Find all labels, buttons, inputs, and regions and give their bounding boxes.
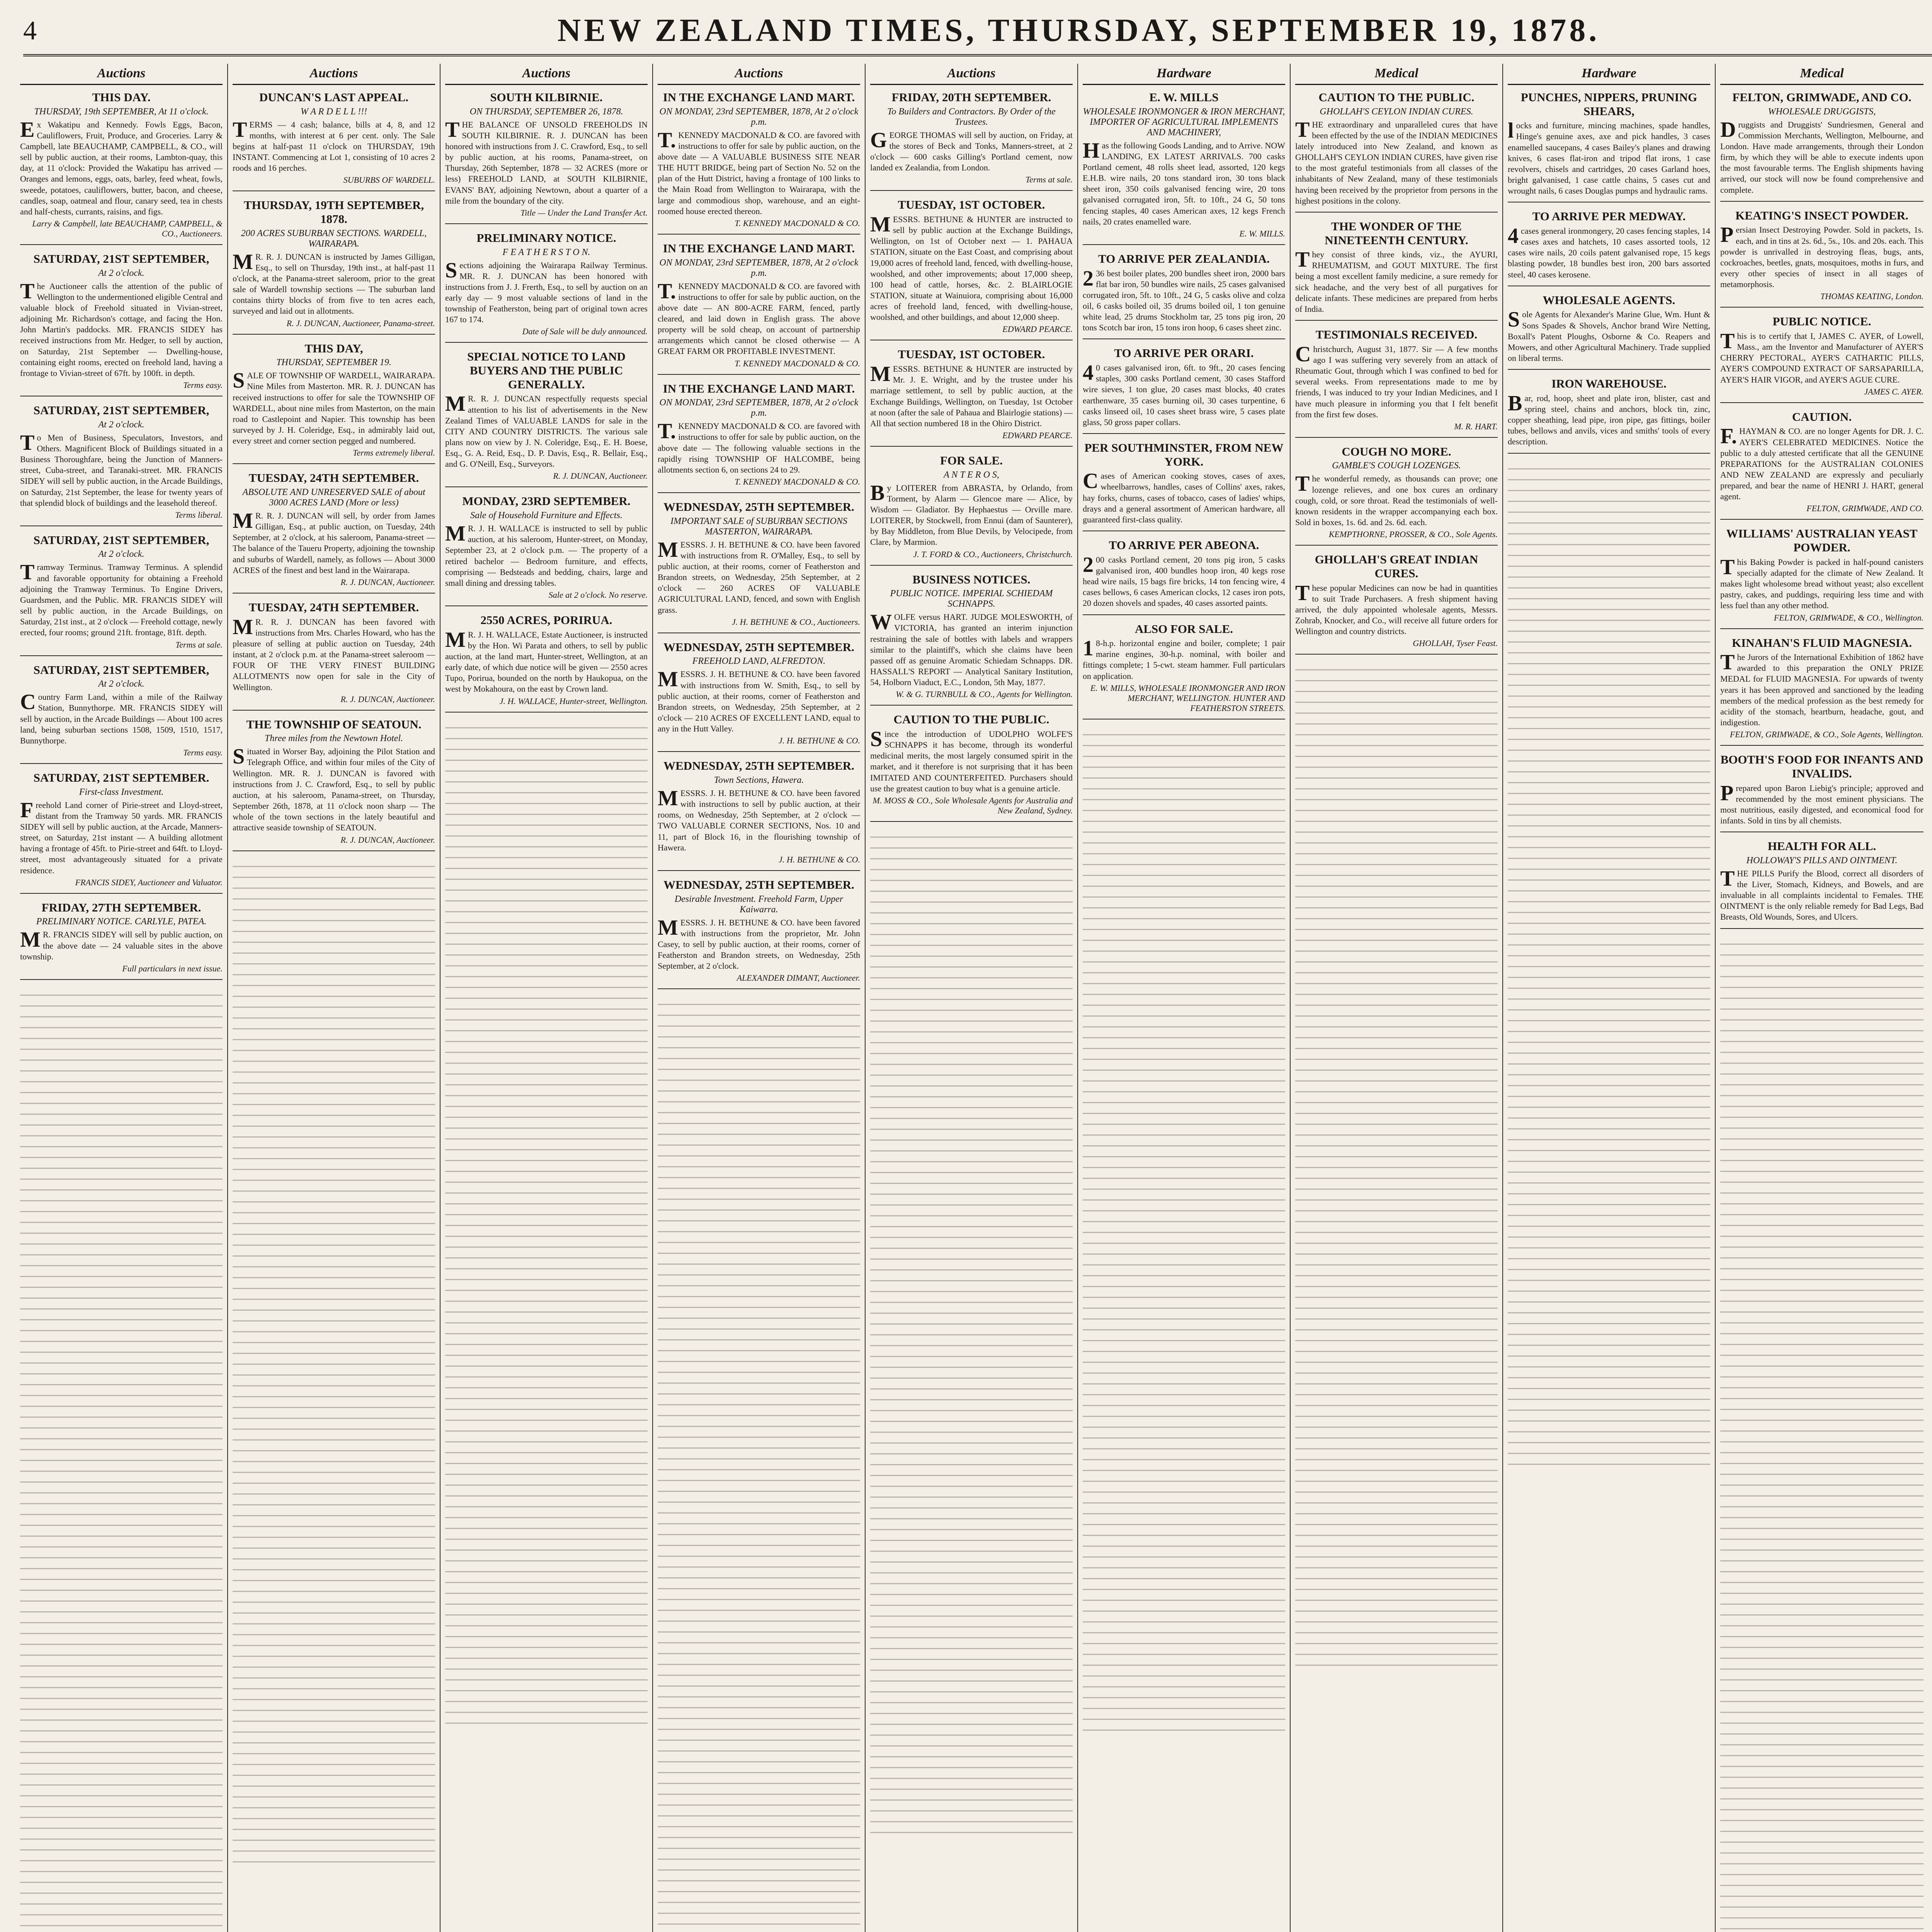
ad-headline: WEDNESDAY, 25TH SEPTEMBER. (663, 878, 854, 891)
ad-headline: FELTON, GRIMWADE, AND CO. (1732, 90, 1912, 104)
ad-headline: TUESDAY, 24TH SEPTEMBER. (248, 471, 419, 485)
ad-headline: TO ARRIVE PER ZEALANDIA. (1098, 252, 1270, 265)
ad-body-text: TERMS — 4 cash; balance, bills at 4, 8, and 12 months, with interest at 6 per cent. only. The Sale begins at half-past 11 o'clock on THURSDAY, 19th INSTANT. Commencing at Lot 1, consisting of 10 acres 2 roods and 16 perches. (233, 117, 435, 173)
ad-headline: IRON WAREHOUSE. (1551, 377, 1667, 391)
column-heading: Auctions (20, 64, 223, 85)
ad-body-text: The Auctioneer calls the attention of the public of Wellington to the undermentioned eligible Central and valuable block of Freehold situated in Vivian-street, adjoining Mr. Richardson's cottage, and facing the Hon. John Martin's paddocks. MR. FRANCIS SIDEY has received instructions from Mr. Hedger, to sell by auction, on Saturday, 21st September — Dwelling-house, containing eight rooms, erected on freehold land, having a frontage to Vivian-street of 67ft. by 100ft. in depth. (20, 279, 223, 378)
fine-print-block (20, 987, 223, 1932)
ad-signature: E. W. MILLS. (1239, 228, 1285, 238)
advertisement (1083, 622, 1285, 719)
advertisement (1720, 839, 1923, 929)
ad-subheading: At 2 o'clock. (98, 549, 145, 560)
ad-body-text: 18-h.p. horizontal engine and boiler, complete; 1 pair marine engines, 30-h.p. nominal, with boiler and fittings complete; 1 5-cwt. steam hammer. Full particulars on application. (1083, 636, 1285, 681)
ad-headline: TUESDAY, 1ST OCTOBER. (898, 198, 1045, 212)
ad-subheading: WHOLESALE IRONMONGER & IRON MERCHANT, IMPORTER OF AGRICULTURAL IMPLEMENTS AND MACHINERY, (1083, 106, 1285, 138)
ad-signature: Terms at sale. (175, 639, 223, 650)
ad-subheading: Three miles from the Newtown Hotel. (264, 733, 403, 744)
ad-subheading: W A R D E L L !!! (300, 106, 367, 117)
advertisement (658, 90, 860, 235)
ad-body-text: T.KENNEDY MACDONALD & CO. are favored with instructions to offer for sale by public auction, on the above date — A VALUABLE BUSINESS SITE NEAR THE HUTT BRIDGE, being part of Section No. 52 on the plan of the Hutt District, having a frontage of 100 links to the Main Road from Wellington to Wairarapa, with the large and commodious shop, warehouse, and an eight-roomed house erected thereon. (658, 128, 860, 216)
ad-subheading: At 2 o'clock. (98, 268, 145, 278)
advertisement (870, 90, 1073, 191)
ad-body-text: MR. FRANCIS SIDEY will sell by public auction, on the above date — 24 valuable sites in the above township. (20, 928, 223, 961)
ad-headline: MONDAY, 23RD SEPTEMBER. (462, 494, 631, 508)
ad-signature: SUBURBS OF WARDELL. (343, 175, 435, 185)
newspaper-title: NEW ZEALAND TIMES, THURSDAY, SEPTEMBER 19, 1878. (557, 12, 1600, 48)
ad-signature: Full particulars in next issue. (122, 963, 223, 973)
ad-headline: TO ARRIVE PER ABEONA. (1109, 538, 1259, 552)
ad-body-text: F.HAYMAN & CO. are no longer Agents for DR. J. C. AYER'S CELEBRATED MEDICINES. Notice the public to a duly attested certificate that all the GENUINE PREPARATIONS for the AUSTRALIAN COLONIES AND NEW ZEALAND are expressly and peculiarly prepared, and bear the name of HENRI J. HART, general agent. (1720, 424, 1923, 502)
ad-headline: FRIDAY, 20TH SEPTEMBER. (891, 90, 1051, 104)
ad-signature: Title — Under the Land Transfer Act. (520, 207, 648, 218)
column-heading: Auctions (870, 64, 1073, 85)
ad-subheading: Desirable Investment. Freehold Farm, Upper Kaiwarra. (674, 894, 844, 915)
advertisement (445, 90, 648, 224)
fine-print-block (1508, 461, 1710, 1465)
ad-signature: Terms extremely liberal. (353, 448, 435, 458)
ad-headline: THE TOWNSHIP OF SEATOUN. (246, 717, 422, 731)
ad-signature: T. KENNEDY MACDONALD & CO. (735, 358, 860, 368)
advertisement (1508, 293, 1710, 370)
ad-body-text: Bar, rod, hoop, sheet and plate iron, blister, cast and spring steel, chains and anchors, block tin, zinc, copper sheathing, lead pipe, iron pipe, gas fittings, boiler tubes, bellows and anvils, vices and smiths' tools of every description. (1508, 391, 1710, 447)
ad-subheading: A N T E R O S, (944, 469, 999, 480)
ad-body-text: MESSRS. BETHUNE & HUNTER are instructed to sell by public auction at the Exchange Buildings, Wellington, on 1st of October next — 1. PAHAUA STATION, situate on the East Coast, and comprising about 19,000 acres of freehold land, fenced, with dwelling-house, woolshed, and other improvements; about 17,000 sheep, 100 head of cattle, horses, &c. 2. BLAIRLOGIE STATION, situate at Wainuiora, comprising about 16,000 acres of freehold land, fenced, with dwelling-house, woolshed, and other buildings, and about 12,000 sheep. (870, 212, 1073, 322)
ad-body-text: MESSRS. J. H. BETHUNE & CO. have been favored with instructions from W. Smith, Esq., to sell by public auction, at their rooms, corner of Featherston and Brandon streets, on Wednesday, 25th September, at 2 o'clock — 210 ACRES OF EXCELLENT LAND, equal to any in the Hutt Valley. (658, 667, 860, 734)
advertisement (233, 600, 435, 711)
ad-headline: FRIDAY, 27TH SEPTEMBER. (41, 900, 201, 914)
ad-signature: J. H. BETHUNE & CO. (779, 854, 860, 864)
advertisement (1720, 209, 1923, 308)
ad-headline: SATURDAY, 21ST SEPTEMBER, (33, 252, 209, 266)
ad-body-text: THE BALANCE OF UNSOLD FREEHOLDS IN SOUTH KILBIRNIE. R. J. DUNCAN has been honored with instructions from J. C. Crawford, Esq., to sell by public auction, at his rooms, Panama-street, on Thursday, 26th September, 1878 — 32 ACRES (more or less) FREEHOLD LAND, at SOUTH KILBIRNIE, EVANS' BAY, adjoining Newtown, about a quarter of a mile from the boundary of the city. (445, 117, 648, 206)
ad-body-text: MESSRS. BETHUNE & HUNTER are instructed by Mr. J. E. Wright, and by the trustee under his marriage settlement, to sell by public auction, at the Exchange Buildings, Wellington, on Tuesday, 1st October at noon (after the sale of Pahaua and Blairlogie stations) — All that section numbered 18 in the Ohiro District. (870, 362, 1073, 428)
ad-signature: Terms at sale. (1025, 175, 1073, 185)
ad-headline: SATURDAY, 21ST SEPTEMBER, (33, 663, 209, 677)
advertisement (445, 494, 648, 606)
ad-signature: Terms liberal. (175, 510, 223, 520)
ad-subheading: First-class Investment. (79, 787, 164, 797)
ad-signature: W. & G. TURNBULL & CO., Agents for Wellington. (896, 689, 1073, 699)
ad-signature: R. J. DUNCAN, Auctioneer. (340, 694, 435, 704)
ad-body-text: MR. R. J. DUNCAN will sell, by order from James Gilligan, Esq., at public auction, on Tuesday, 24th September, at 2 o'clock, at his saleroom, Panama-street — The balance of the Taueru Property, adjoining the township and suburbs of Wardell, namely, as follows — About 3000 ACRES of the finest and best land in the Wairarapa. (233, 509, 435, 575)
ad-subheading: IMPORTANT SALE of SUBURBAN SECTIONS MASTERTON, WAIRARAPA. (670, 516, 847, 537)
ad-headline: CAUTION TO THE PUBLIC. (893, 713, 1049, 726)
ad-subheading: PRELIMINARY NOTICE. CARLYLE, PATEA. (36, 917, 207, 927)
advertisement (1720, 527, 1923, 629)
ad-signature: EDWARD PEARCE. (1002, 430, 1073, 440)
ad-headline: SATURDAY, 21ST SEPTEMBER, (33, 533, 209, 547)
advertisement (1083, 538, 1285, 615)
ad-body-text: The wonderful remedy, as thousands can prove; one lozenge relieves, and one box cures an ordinary cough, cold, or sore throat. Read the testimonials of well-known residents in the wrapper accompanying each box. Sold in boxes, 1s. 6d. and 2s. 6d. each. (1295, 472, 1498, 527)
ad-subheading: 200 ACRES SUBURBAN SECTIONS. WARDELL, WAIRARAPA. (241, 228, 427, 249)
ad-body-text: THE PILLS Purify the Blood, correct all disorders of the Liver, Stomach, Kidneys, and Bowels, and are invaluable in all complaints incidental to Females. THE OINTMENT is the only reliable remedy for Bad Legs, Bad Breasts, Old Wounds, Sores, and Ulcers. (1720, 866, 1923, 922)
fine-print-block (445, 719, 648, 1724)
ad-signature: E. W. MILLS, WHOLESALE IRONMONGER AND IRON MERCHANT, WELLINGTON. HUNTER AND FEATHERSTON STREETS. (1090, 683, 1285, 713)
ad-subheading: FREEHOLD LAND, ALFREDTON. (692, 656, 826, 667)
ad-body-text: T.KENNEDY MACDONALD & CO. are favored with instructions to offer for sale by public auction, on the above date — AN 800-ACRE FARM, fenced, partly cleared, and laid down in English grass. The above property will be sold cheap, on account of partnership arrangements which cannot be closed otherwise — A GREAT FARM OR PROFITABLE INVESTMENT. (658, 279, 860, 356)
advertisement (1295, 90, 1498, 213)
ad-headline: WHOLESALE AGENTS. (1543, 293, 1675, 307)
ad-headline: SATURDAY, 21ST SEPTEMBER. (33, 770, 209, 784)
ad-body-text: GEORGE THOMAS will sell by auction, on Friday, at the stores of Beck and Tonks, Manners-street, at 2 o'clock — 600 casks Gilling's Portland cement, now landed ex Zealandia, from London. (870, 128, 1073, 173)
advertisement (870, 573, 1073, 706)
ad-body-text: WOLFE versus HART. JUDGE MOLESWORTH, of VICTORIA, has granted an interim injunction restraining the sale of bottles with labels and wrappers similar to the plaintiff's, which she claims have been passed off as genuine Aromatic Schiedam Schnapps. DR. HASSALL'S REPORT — Analytical Sanitary Institution, 54, Holborn Viaduct, E.C., London, 5th May, 1877. (870, 610, 1073, 687)
ad-headline: HEALTH FOR ALL. (1767, 839, 1876, 853)
ad-signature: R. J. DUNCAN, Auctioneer, Panama-street. (286, 318, 435, 328)
advertisement (1720, 753, 1923, 832)
ad-headline: KINAHAN'S FLUID MAGNESIA. (1732, 636, 1912, 650)
ad-subheading: F E A T H E R S T O N. (502, 247, 590, 257)
ad-signature: Terms easy. (183, 380, 223, 390)
ad-signature: Terms easy. (183, 747, 223, 757)
advertisement (658, 759, 860, 871)
column-6 (1078, 64, 1291, 1932)
ad-headline: TO ARRIVE PER MEDWAY. (1532, 209, 1686, 223)
ad-headline: E. W. MILLS (1149, 90, 1219, 104)
ad-body-text: MR. R. J. DUNCAN respectfully requests special attention to his list of advertisements in the New Zealand Times of VALUABLE LANDS for sale in the CITY AND COUNTRY DISTRICTS. The various sale plans now on view by J. N. Coleridge, Esq., E. H. Boese, Esq., G. A. Reid, Esq., D. P. Davis, Esq., R. Bellair, Esq., and G. O'Neill, Esq., Surveyors. (445, 392, 648, 469)
ad-headline: SOUTH KILBIRNIE. (490, 90, 603, 104)
ad-headline: CAUTION TO THE PUBLIC. (1318, 90, 1475, 104)
ad-subheading: ON THURSDAY, SEPTEMBER 26, 1878. (469, 106, 623, 117)
ad-headline: 2550 ACRES, PORIRUA. (480, 613, 612, 627)
column-heading: Medical (1295, 64, 1498, 85)
ad-body-text: MESSRS. J. H. BETHUNE & CO. have been favored with instructions from the proprietor, Mr. John Casey, to sell by public auction, at their rooms, corner of Featherston and Brandon streets, on Wednesday, 25th September, at 2 o'clock. (658, 915, 860, 971)
ad-headline: KEATING'S INSECT POWDER. (1735, 208, 1908, 222)
ad-subheading: ON MONDAY, 23rd SEPTEMBER, 1878, At 2 o'clock p.m. (659, 257, 859, 278)
fine-print-block (658, 996, 860, 1932)
advertisement (20, 771, 223, 894)
ad-body-text: Situated in Worser Bay, adjoining the Pilot Station and Telegraph Office, and within four miles of the City of Wellington. MR. R. J. DUNCAN is favored with instructions from J. C. Crawford, Esq., to sell by public auction, at his saleroom, Panama-street, on Thursday, September 26th, 1878, at 11 o'clock noon sharp — The whole of the town sections in the lately beautiful and attractive seaside township of SEATOUN. (233, 745, 435, 833)
ad-signature: FELTON, GRIMWADE, AND CO. (1806, 503, 1923, 514)
ad-body-text: Ex Wakatipu and Kennedy. Fowls Eggs, Bacon, Cauliflowers, Fruit, Produce, and Groceries. Larry & Campbell, late BEAUCHAMP, CAMPBELL, & CO., will sell by public auction, at their rooms, Lambton-quay, this day, at 11 o'clock: Provided the Wakatipu has arrived — Oranges and lemons, eggs, oats, barley, feed wheat, fowls, sweede, potatoes, cauliflowers, butter, bacon, and cheese, candles, soap, oatmeal and flour, canary seed, tea in chests and half-chests, currants, raisins, and figs. (20, 117, 223, 216)
ad-headline: WEDNESDAY, 25TH SEPTEMBER. (663, 759, 854, 773)
ad-body-text: Country Farm Land, within a mile of the Railway Station, Bunnythorpe. MR. FRANCIS SIDEY will sell by auction, in the Arcade Buildings — About 100 acres land, being suburban sections 1508, 1509, 1510, 1517, Bunnythorpe. (20, 690, 223, 745)
fine-print-block (1720, 936, 1923, 1932)
ad-body-text: To Men of Business, Speculators, Investors, and Others. Magnificent Block of Buildings situated in a Business Thoroughfare, being the Junction of Manners-street, Cuba-street, and Taranaki-street. MR. FRANCIS SIDEY will sell by public auction, in the Arcade Buildings, on Saturday, 21st September, the lease for twenty years of that splendid block of buildings and the leasehold thereof. (20, 430, 223, 508)
advertisement (20, 90, 223, 245)
ad-body-text: MR. R. J. DUNCAN has been favored with instructions from Mrs. Charles Howard, who has the pleasure of selling at public auction on Tuesday, 24th instant, at 2 o'clock p.m. at the Panama-street saleroom — FOUR OF THE VERY FINEST BUILDING ALLOTMENTS now open for sale in the City of Wellington. (233, 615, 435, 692)
advertisement (20, 663, 223, 764)
ad-signature: Larry & Campbell, late BEAUCHAMP, CAMPBELL, & CO., Auctioneers. (32, 219, 223, 239)
ad-headline: IN THE EXCHANGE LAND MART. (663, 381, 855, 395)
advertisement (1720, 315, 1923, 403)
ad-body-text: This is to certify that I, JAMES C. AYER, of Lowell, Mass., am the Inventor and Manufacturer of AYER'S CHERRY PECTORAL, AYER'S CATHARTIC PILLS, AYER'S COMPOUND EXTRACT OF SARSAPARILLA, AYER'S HAIR VIGOR, and AYER'S AGUE CURE. (1720, 329, 1923, 384)
ad-signature: J. H. BETHUNE & CO. (779, 736, 860, 746)
fine-print-block (1295, 662, 1498, 1666)
ad-subheading: THURSDAY, 19th SEPTEMBER, At 11 o'clock. (34, 106, 209, 117)
masthead (0, 0, 1932, 58)
advertisement (1083, 90, 1285, 245)
advertisement (870, 454, 1073, 566)
fine-print-block (233, 858, 435, 1863)
ad-subheading: GAMBLE'S COUGH LOZENGES. (1332, 461, 1461, 471)
ad-subheading: At 2 o'clock. (98, 679, 145, 689)
column-heading: Medical (1720, 64, 1923, 85)
advertisement (1083, 252, 1285, 340)
ad-body-text: 40 cases galvanised iron, 6ft. to 9ft., 20 cases fencing staples, 300 casks Portland cement, 30 cases Stafford wire sieves, 1 ton glue, 20 cases mast blocks, 40 crates earthenware, 35 cases burning oil, 30 cases turpentine, 6 casks linseed oil, 10 cases sheet brass wire, 5 cases plate glass, 50 gross paper collars. (1083, 361, 1285, 427)
ad-signature: T. KENNEDY MACDONALD & CO. (735, 477, 860, 487)
ad-headline: DUNCAN'S LAST APPEAL. (259, 90, 409, 104)
ad-signature: T. KENNEDY MACDONALD & CO. (735, 218, 860, 228)
column-heading: Auctions (445, 64, 648, 85)
ad-subheading: ON MONDAY, 23rd SEPTEMBER, 1878, At 2 o'clock p.m. (659, 398, 859, 418)
ad-signature: R. J. DUNCAN, Auctioneer. (340, 835, 435, 845)
ad-subheading: At 2 o'clock. (98, 419, 145, 430)
advertisement (445, 350, 648, 487)
ad-body-text: MR. J. H. WALLACE is instructed to sell by public auction, at his saleroom, Hunter-street, on Monday, September 23, at 2 o'clock p.m. — The property of a retired bachelor — Bedroom furniture, and effects, comprising — Bedsteads and bedding, chairs, large and small dining and dressing tables. (445, 522, 648, 588)
ad-body-text: By LOITERER from ABRASTA, by Orlando, from Torment, by Alarm — Glencoe mare — Alice, by Wisdom — Gladiator. By Hephaestus — Orville mare. LOITERER, by Stockwell, from Ennui (dam of Saunterer), by Bay Middleton, from Blue Devils, by Velocipede, from Clare, by Marmion. (870, 481, 1073, 547)
ad-headline: PUNCHES, NIPPERS, PRUNING SHEARS, (1520, 90, 1697, 118)
ad-signature: FELTON, GRIMWADE, & CO., Wellington. (1774, 612, 1923, 622)
ad-subheading: THURSDAY, SEPTEMBER 19. (276, 357, 391, 368)
ad-signature: FRANCIS SIDEY, Auctioneer and Valuator. (75, 877, 223, 887)
advertisement (233, 90, 435, 191)
ad-headline: WEDNESDAY, 25TH SEPTEMBER. (663, 500, 854, 514)
advertisement (1720, 90, 1923, 202)
ad-body-text: SALE OF TOWNSHIP OF WARDELL, WAIRARAPA. Nine Miles from Masterton. MR. R. J. DUNCAN has received instructions to offer for sale the TOWNSHIP OF WARDELL, about nine miles from Masterton, on the main road to Castlepoint and Napier. This township has been surveyed by J. H. Coleridge, Esq., in admirably laid out, every street and corner section pegged and numbered. (233, 369, 435, 446)
ad-body-text: They consist of three kinds, viz., the AYURI, RHEUMATISM, and GOUT MIXTURE. The first being a most excellent family medicine, a sure remedy for sick headache, and the very best of all purgatives for delicate infants. These medicines are prepared from herbs of India. (1295, 248, 1498, 314)
column-2 (228, 64, 440, 1932)
ad-body-text: 4cases general ironmongery, 20 cases fencing staples, 14 cases axes and hatchets, 10 cases assorted tools, 12 cases wire nails, 20 coils patent galvanised rope, 15 kegs blasting powder, 18 bundles best iron, 200 bars assorted steel, 40 cases kerosene. (1508, 224, 1710, 279)
ad-headline: ALSO FOR SALE. (1134, 622, 1233, 636)
advertisement (233, 718, 435, 851)
ad-subheading: PUBLIC NOTICE. IMPERIAL SCHIEDAM SCHNAPPS. (890, 588, 1053, 609)
ad-subheading: HOLLOWAY'S PILLS AND OINTMENT. (1746, 855, 1898, 866)
ad-body-text: locks and furniture, mincing machines, spade handles, Hinge's genuine axes, axe and pick handles, 3 cases enamelled saucepans, 4 cases Bailey's planes and drawing knives, 6 cases flat-iron and tripod flat irons, 1 case revolvers, chisels and cartridges, 20 cases Garland hoes, bright galvanised, 1 case cattle chains, 5 cases cut and wrought nails, 6 cases Douglas pumps and hydraulic rams. (1508, 119, 1710, 196)
advertisement (870, 347, 1073, 447)
advertisement (1295, 553, 1498, 655)
ad-body-text: 200 casks Portland cement, 20 tons pig iron, 5 casks galvanised iron, 400 bundles hoop iron, 40 kegs rose head wire nails, 15 bags fire bricks, 14 ton fencing wire, 4 cases bellows, 6 cases American clocks, 12 cases iron pots, 20 dozen shovels and spades, 40 cases assorted paints. (1083, 553, 1285, 608)
advertisement (233, 471, 435, 594)
column-5 (866, 64, 1078, 1932)
advertisement (658, 640, 860, 752)
ad-signature: ALEXANDER DIMANT, Auctioneer. (736, 973, 860, 983)
column-7 (1291, 64, 1503, 1932)
ad-body-text: 236 best boiler plates, 200 bundles sheet iron, 2000 bars flat bar iron, 50 bundles wire nails, 25 cases galvanised corrugated iron, 5ft. to 10ft., 24 G, 5 casks olive and colza oil, 6 casks boiled oil, 35 drums boiled oil, 1 ton genuine white lead, 25 drums Stockholm tar, 25 tons pig iron, 20 tons Scotch bar iron, 15 tons iron hoop, 6 cases sheet zinc. (1083, 266, 1285, 333)
ad-body-text: Christchurch, August 31, 1877. Sir — A few months ago I was suffering very severely from an attack of Rheumatic Gout, through which I was confined to bed for several weeks. From representations made to me by friends, I was induced to try your Indian Medicines, and I have much pleasure in informing you that I felt benefit from the first few doses. (1295, 342, 1498, 419)
ad-headline: IN THE EXCHANGE LAND MART. (663, 241, 855, 255)
advertisement (1295, 219, 1498, 321)
fine-print-block (870, 829, 1073, 1833)
column-3 (440, 64, 653, 1932)
advertisement (20, 533, 223, 656)
ad-signature: GHOLLAH, Tyser Feast. (1413, 638, 1498, 648)
advertisement (1295, 328, 1498, 438)
advertisement (1295, 445, 1498, 546)
column-heading: Auctions (658, 64, 860, 85)
ad-headline: IN THE EXCHANGE LAND MART. (663, 90, 855, 104)
ad-body-text: This Baking Powder is packed in half-pound canisters specially adapted for the climate of New Zealand. It makes light wholesome bread without yeast; also excellent pastry, cakes, and puddings, requiring less time and with less fuel than any other method. (1720, 555, 1923, 611)
ad-signature: R. J. DUNCAN, Auctioneer. (340, 577, 435, 587)
ad-body-text: MESSRS. J. H. BETHUNE & CO. have been favored with instructions to sell by public auction, at their rooms, on Wednesday, 25th September, at 2 o'clock — TWO VALUABLE CORNER SECTIONS, Nos. 10 and 11, part of Block 16, in the flourishing township of Hawera. (658, 786, 860, 852)
ad-headline: THIS DAY. (92, 90, 151, 104)
ad-body-text: The Jurors of the International Exhibition of 1862 have awarded to this preparation the ONLY PRIZE MEDAL for FLUID MAGNESIA. For upwards of twenty years it has been approved and sanctioned by the leading members of the medical profession as the best remedy for acidity of the stomach, heartburn, headache, gout, and indigestion. (1720, 650, 1923, 728)
ad-body-text: Cases of American cooking stoves, cases of axes, wheelbarrows, handles, cases of Collins' axes, rakes, hay forks, churns, cases of tobacco, cases of ladies' whips, drays and a general assortment of American hardware, all guaranteed first-class quality. (1083, 469, 1285, 524)
ad-subheading: Town Sections, Hawera. (714, 775, 804, 785)
advertisement (1720, 636, 1923, 746)
ad-signature: J. T. FORD & CO., Auctioneers, Christchurch. (913, 549, 1073, 559)
advertisement (1083, 441, 1285, 531)
ad-body-text: Since the introduction of UDOLPHO WOLFE'S SCHNAPPS it has become, through its wonderful medicinal merits, the most largely consumed spirit in the market, and it therefore is not surprising that it has been IMITATED AND COUNTERFEITED. Purchasers should use the greatest caution to buy what is a genuine article. (870, 727, 1073, 793)
ad-headline: BUSINESS NOTICES. (912, 572, 1031, 586)
ad-headline: SPECIAL NOTICE TO LAND BUYERS AND THE PUBLIC GENERALLY. (467, 350, 626, 391)
advertisement (445, 231, 648, 343)
ad-headline: BOOTH'S FOOD FOR INFANTS AND INVALIDS. (1720, 753, 1923, 780)
ad-body-text: Tramway Terminus. Tramway Terminus. A splendid and favorable opportunity for obtaining a Freehold adjoining the Tramway Terminus. To Engine Drivers, Guardsmen, and the Public. MR. FRANCIS SIDEY will sell by public auction, in the Arcade Buildings, on Saturday, 21st inst., at 2 o'clock — Freehold cottage, newly erected, four rooms; ground 21ft. frontage, 81ft. depth. (20, 560, 223, 638)
ad-signature: J. H. WALLACE, Hunter-street, Wellington. (499, 696, 648, 706)
ad-body-text: Freehold Land corner of Pirie-street and Lloyd-street, distant from the Tramway 50 yards. MR. FRANCIS SIDEY will sell by public auction, at the Arcade, Manners-street, on Saturday, 21st instant — A building allotment having a frontage of 45ft. to Pirie-street and 64ft. to Lloyd-street, most advantageously situated for a private residence. (20, 798, 223, 875)
ad-body-text: Sole Agents for Alexander's Marine Glue, Wm. Hunt & Sons Spades & Shovels, Anchor brand Wire Netting, Boxall's Patent Ploughs, Osborne & Co. Reapers and Mowers, and other Agricultural Machinery. Trade supplied on liberal terms. (1508, 308, 1710, 363)
fine-print-block (1083, 726, 1285, 1731)
ad-body-text: Has the following Goods Landing, and to Arrive. NOW LANDING, EX LATEST ARRIVALS. 700 casks Portland cement, 48 rolls sheet lead, assorted, 120 kegs E.H.B. wire nails, 20 tons standard iron, 30 tons black sheet iron, 350 coils galvanised fencing wire, 20 tons galvanised corrugated iron, 5ft. to 10ft., 24 G, 50 tons fencing staples, 40 cases American axes, 12 kegs French nails, 20 crates enamelled ware. (1083, 138, 1285, 226)
ad-body-text: MESSRS. J. H. BETHUNE & CO. have been favored with instructions from R. O'Malley, Esq., to sell by public auction, at their rooms, corner of Featherston and Brandon streets, on Wednesday, 25th September, at 2 o'clock — 260 ACRES OF VALUABLE AGRICULTURAL LAND, fenced, and sown with English grass. (658, 537, 860, 615)
ad-body-text: T.KENNEDY MACDONALD & CO. are favored with instructions to offer for sale by public auction, on the above date — The following valuable sections in the rapidly rising TOWNSHIP OF HALCOMBE, being allotments section 6, on sections 24 to 29. (658, 419, 860, 474)
ad-body-text: Persian Insect Destroying Powder. Sold in packets, 1s. each, and in tins at 2s. 6d., 5s., 10s. and 20s. each. This powder is unrivalled in destroying fleas, bugs, ants, cockroaches, beetles, gnats, mosquitoes, moths in furs, and every other species of insect in all stages of metamorphosis. (1720, 223, 1923, 289)
column-4 (653, 64, 866, 1932)
ad-subheading: Sale of Household Furniture and Effects. (470, 510, 622, 521)
advertisement (20, 252, 223, 396)
advertisement (658, 382, 860, 493)
ad-signature: M. MOSS & CO., Sole Wholesale Agents for Australia and New Zealand, Sydney. (872, 795, 1073, 815)
ad-subheading: To Builders and Contractors. By Order of the Trustees. (887, 106, 1056, 127)
advertisement (445, 613, 648, 713)
ad-headline: THE WONDER OF THE NINETEENTH CENTURY. (1325, 219, 1468, 247)
ad-headline: PUBLIC NOTICE. (1772, 315, 1871, 328)
ad-body-text: Sections adjoining the Wairarapa Railway Terminus. MR. R. J. DUNCAN has been honored with instructions from J. J. Frerth, Esq., to sell by auction on an early day — 9 most valuable sections of land in the township of Featherston, being part of original town acres 167 to 174. (445, 258, 648, 325)
ad-headline: PER SOUTHMINSTER, FROM NEW YORK. (1084, 441, 1284, 468)
ad-headline: CAUTION. (1792, 410, 1852, 423)
advertisement (658, 242, 860, 375)
advertisement (1508, 377, 1710, 453)
ad-headline: PRELIMINARY NOTICE. (476, 231, 616, 245)
ad-body-text: Druggists and Druggists' Sundriesmen, General and Commission Merchants, Wellington, Melbourne, and London. Have made arrangements, through their London firm, by which they will be able to execute indents upon the most favourable terms. The English shipments having arrived, our stock will now be found comprehensive and complete. (1720, 117, 1923, 195)
ad-signature: KEMPTHORNE, PROSSER, & CO., Sole Agents. (1328, 529, 1498, 539)
ad-signature: M. R. HART. (1454, 421, 1498, 431)
advertisement (1508, 209, 1710, 286)
advertisement (1508, 90, 1710, 202)
column-1 (15, 64, 228, 1932)
ad-signature: Date of Sale will be duly announced. (522, 327, 648, 337)
ad-headline: TESTIMONIALS RECEIVED. (1315, 328, 1478, 342)
ad-signature: EDWARD PEARCE. (1002, 324, 1073, 334)
ad-signature: THOMAS KEATING, London. (1820, 291, 1923, 301)
advertisement (20, 901, 223, 980)
newspaper-columns (15, 64, 1932, 1932)
advertisement (1083, 346, 1285, 434)
ad-body-text: MR. J. H. WALLACE, Estate Auctioneer, is instructed by the Hon. Wi Parata and others, to sell by public auction, at the land mart, Hunter-street, Wellington, at an early date, of which due notice will be given — 2550 acres Tupo, Porirua, bounded on the north by Haukopua, on the west by Mokahoura, on the east by Crown land. (445, 628, 648, 694)
advertisement (1720, 410, 1923, 520)
ad-headline: THURSDAY, 19TH SEPTEMBER, 1878. (243, 198, 424, 226)
ad-body-text: THE extraordinary and unparalleled cures that have been effected by the use of the INDIAN MEDICINES lately introduced into New Zealand, and known as GHOLLAH'S CEYLON INDIAN CURES, have given rise to the most grateful testimonials from all classes of the inhabitants of New Zealand, many of these testimonials having been received by the proprietor from persons in the highest positions in the colony. (1295, 117, 1498, 206)
advertisement (233, 198, 435, 334)
page-number: 4 (23, 16, 37, 46)
advertisement (870, 713, 1073, 822)
ad-body-text: Prepared upon Baron Liebig's principle; approved and recommended by the most eminent physicians. The most nutritious, easily digested, and economical food for infants. Sold in tins by all chemists. (1720, 781, 1923, 826)
ad-headline: WILLIAMS' AUSTRALIAN YEAST POWDER. (1726, 527, 1918, 554)
ad-headline: WEDNESDAY, 25TH SEPTEMBER. (663, 640, 854, 654)
ad-subheading: ON MONDAY, 23rd SEPTEMBER, 1878, At 2 o'clock p.m. (659, 106, 859, 127)
ad-signature: Sale at 2 o'clock. No reserve. (548, 590, 648, 600)
advertisement (658, 500, 860, 633)
masthead-rule (23, 54, 1932, 56)
ad-signature: FELTON, GRIMWADE, & CO., Sole Agents, Wellington. (1730, 730, 1923, 740)
advertisement (870, 198, 1073, 340)
ad-body-text: These popular Medicines can now be had in quantities to suit Trade Purchasers. A fresh shipment having arrived, the duly appointed wholesale agents, Messrs. Zohrab, Knocker, and Co., will receive all future orders for Wellington and country districts. (1295, 581, 1498, 636)
advertisement (20, 403, 223, 526)
ad-headline: SATURDAY, 21ST SEPTEMBER, (33, 403, 209, 417)
ad-subheading: GHOLLAH'S CEYLON INDIAN CURES. (1320, 106, 1473, 117)
ad-subheading: WHOLESALE DRUGGISTS, (1768, 106, 1876, 117)
column-8 (1503, 64, 1716, 1932)
ad-headline: TUESDAY, 24TH SEPTEMBER. (248, 600, 419, 614)
column-heading: Hardware (1083, 64, 1285, 85)
ad-headline: COUGH NO MORE. (1342, 444, 1451, 458)
ad-signature: JAMES C. AYER. (1864, 386, 1923, 396)
ad-headline: FOR SALE. (940, 454, 1003, 468)
ad-headline: TUESDAY, 1ST OCTOBER. (898, 347, 1045, 361)
ad-headline: TO ARRIVE PER ORARI. (1114, 346, 1254, 360)
column-9 (1716, 64, 1928, 1932)
ad-headline: THIS DAY, (304, 341, 363, 355)
column-heading: Hardware (1508, 64, 1710, 85)
ad-headline: GHOLLAH'S GREAT INDIAN CURES. (1315, 553, 1478, 580)
ad-signature: R. J. DUNCAN, Auctioneer. (553, 471, 648, 481)
column-heading: Auctions (233, 64, 435, 85)
ad-subheading: ABSOLUTE AND UNRESERVED SALE of about 3000 ACRES LAND (More or less) (242, 487, 425, 508)
ad-signature: J. H. BETHUNE & CO., Auctioneers. (731, 617, 860, 627)
ad-body-text: MR. R. J. DUNCAN is instructed by James Gilligan, Esq., to sell on Thursday, 19th inst., at half-past 11 o'clock, at the Panama-street saleroom, prior to the great sale of Wardell township sections — The suburban land contains thirty blocks of from five to ten acres each, surveyed and laid out in allotments. (233, 250, 435, 316)
advertisement (233, 342, 435, 464)
advertisement (658, 878, 860, 989)
